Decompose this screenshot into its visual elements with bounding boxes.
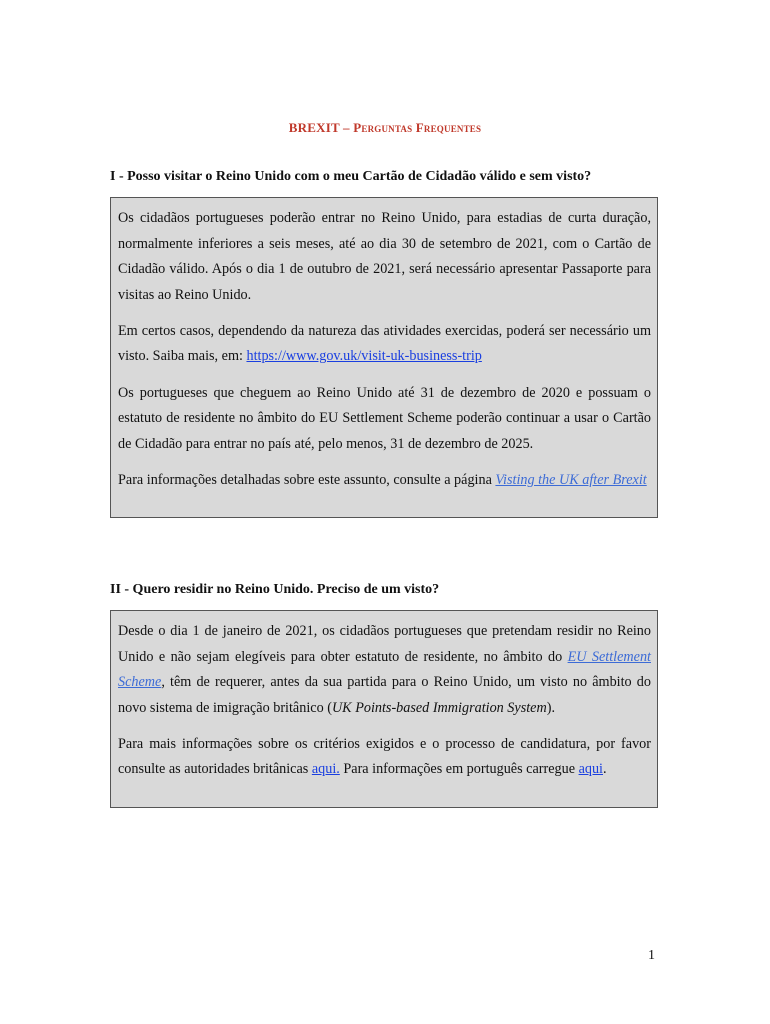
- answer-1-paragraph-2: [118, 319, 657, 370]
- portuguese-info-link[interactable]: aqui: [578, 761, 603, 778]
- question-1-heading: I - Posso visitar o Reino Unido com o meu Cartão de Cidadão válido e sem visto?: [110, 169, 592, 184]
- answer-2-paragraph-1-text-b: , têm de requerer, antes da sua partida para o Reino Unido, um visto no âmbito do novo sistema de imigração britânico (: [118, 674, 651, 716]
- answer-2-paragraph-2: [118, 732, 657, 783]
- title-brexit: BREXIT: [288, 120, 340, 135]
- page-number: 1: [648, 948, 655, 963]
- answer-1-box: [110, 197, 658, 518]
- answer-2-paragraph-2-text-b: Para informações em português carregue: [339, 761, 579, 778]
- uk-points-based-system-text: UK Points-based Immigration System: [331, 699, 547, 716]
- answer-1-paragraph-1: Os cidadãos portugueses poderão entrar no Reino Unido, para estadias de curta duração, normalmente inferiores a seis meses, até ao dia 30 de setembro de 2021, com o Cartão de Cidadão válido. Após o dia 1 de outubro de 2021, será necessário apresentar Passaporte para visitas ao Reino Unido.: [118, 210, 651, 303]
- question-2-heading: II - Quero residir no Reino Unido. Preciso de um visto?: [110, 582, 440, 597]
- gov-uk-business-trip-link[interactable]: https://www.gov.uk/visit-uk-business-trip: [246, 348, 482, 365]
- answer-1-paragraph-4-text: Para informações detalhadas sobre este assunto, consulte a página: [118, 471, 496, 488]
- answer-2-paragraph-1-text-a: Desde o dia 1 de janeiro de 2021, os cidadãos portugueses que pretendam residir no Reino Unido e não sejam elegíveis para obter estatuto de residente, no âmbito do: [118, 623, 651, 665]
- answer-2-box: [110, 610, 658, 808]
- answer-1-paragraph-2-text: Em certos casos, dependendo da natureza das atividades exercidas, poderá ser necessário um visto. Saiba mais, em:: [118, 322, 651, 365]
- answer-2-paragraph-2-text-c: .: [603, 761, 607, 778]
- uk-authorities-link[interactable]: aqui.: [311, 761, 340, 778]
- answer-2-paragraph-1-text-c: ).: [546, 699, 555, 716]
- document-title: [0, 120, 770, 136]
- title-dash: –: [339, 120, 354, 135]
- visiting-uk-after-brexit-link[interactable]: Visting the UK after Brexit: [495, 471, 647, 488]
- answer-1-paragraph-3: Os portugueses que cheguem ao Reino Unido até 31 de dezembro de 2020 e possuam o estatuto de residente no âmbito do EU Settlement Scheme poderão continuar a usar o Cartão de Cidadão para entrar no país até, pelo menos, 31 de dezembro de 2025.: [118, 384, 651, 452]
- answer-1-paragraph-4: [118, 468, 657, 494]
- eu-settlement-scheme-link[interactable]: EU Settlement Scheme: [118, 648, 651, 691]
- answer-2-paragraph-2-text-a: Para mais informações sobre os critérios exigidos e o processo de candidatura, por favor consulte as autoridades britânicas: [118, 735, 651, 778]
- title-subtitle: Perguntas Frequentes: [353, 120, 482, 135]
- answer-2-paragraph-1: [118, 619, 657, 721]
